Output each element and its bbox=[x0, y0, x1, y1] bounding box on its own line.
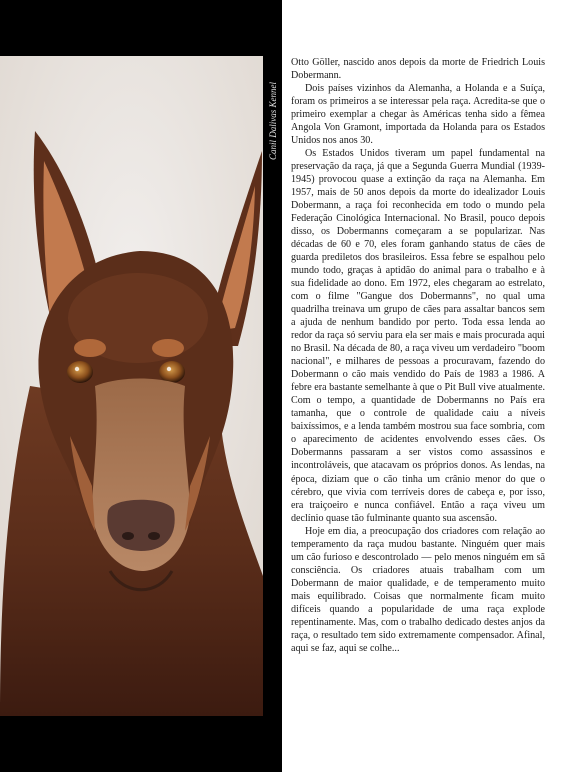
dobermann-photo bbox=[0, 56, 263, 716]
article-paragraph-1: Otto Göller, nascido anos depois da morte de Friedrich Louis Dobermann. bbox=[291, 57, 545, 82]
article-paragraph-3: Os Estados Unidos tiveram um papel fundamental na preservação da raça, já que a Segunda Guerra Mundial (1939-1945) provocou quase a extinção da raça na Alemanha. Em 1957, mais de 50 anos depois da morte do idealizador Louis Dobermann, a raça foi reconhecida em todo o mundo pela Federação Cinológica Internacional. No Brasil, pouco depois disso, os Dobermanns começaram a se popularizar. Nas décadas de 60 e 70, eles foram ganhando status de cães de guarda prediletos dos brasileiros. Essa febre se espalhou pelo mundo todo, graças à aptidão do animal para o trabalho e à sua fidelidade ao dono. Em 1972, eles chegaram ao estrelato, com o filme "Gangue dos Dobermanns", no qual uma quadrilha treinava um grupo de cães para assaltar bancos sem a ajuda de nenhum bandido por perto. Toda essa lenda ao redor da raça só serviu para ela ser mais e mais procurada aqui no Brasil. Na década de 80, a raça viveu um verdadeiro "boom nacional", e milhares de pessoas a procuravam, fazendo do Dobermann o cão mais vendido do País de 1983 a 1986. A febre era bastante semelhante à que o Pit Bull vive atualmente. Com o tempo, a quantidade de Dobermanns no País era tamanha, que o controle de qualidade caiu a níveis baixíssimos, e a lenda também mostrou sua face sombria, com o aparecimento de acidentes envolvendo esses cães. Os Dobermanns passaram a ser vistos como assassinos e incontroláveis, que atacavam os próprios donos. As lendas, na época, diziam que o cão tinha um crânio menor do que o cérebro, que vivia com terríveis dores de cabeça e, por isso, era traiçoeiro e nunca confiável. Então a raça viveu um declínio quase tão fulminante quanto sua ascensão. bbox=[291, 148, 545, 524]
photo-credit bbox=[263, 56, 282, 186]
article-paragraph-2: Dois países vizinhos da Alemanha, a Holanda e a Suíça, foram os primeiros a se interessar pela raça. Acredita-se que o primeiro exemplar a chegar às Américas tenha sido a fêmea Angola Von Gramont, importada da Holanda para os Estados Unidos nos anos 30. bbox=[291, 83, 545, 147]
photo-credit-text: Canil Dalivas Kennel bbox=[267, 82, 278, 160]
article-paragraph-4: Hoje em dia, a preocupação dos criadores com relação ao temperamento da raça mudou bastante. Ninguém quer mais um cão furioso e descontrolado — pelo menos ninguém em sã consciência. Os criadores atuais trabalham com um Dobermann de maior qualidade, e de temperamento muito mais equilibrado. Coisas que normalmente ficam muito difíceis quando a popularidade de uma raça explode repentinamente. Mas, com o trabalho dedicado destes anjos da raça, o resultado tem sido extremamente compensador. Afinal, aqui se faz, aqui se colhe... bbox=[291, 525, 545, 654]
dobermann-portrait-icon bbox=[0, 56, 263, 716]
article-text bbox=[291, 56, 545, 655]
